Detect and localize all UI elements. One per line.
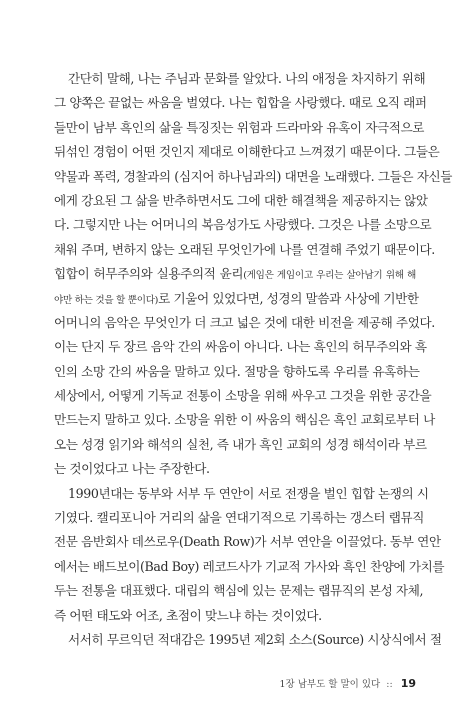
chapter-title: 1장 남부도 할 말이 있다 (279, 679, 381, 690)
text-line: 전문 음반회사 데쓰로우(Death Row)가 서부 연안을 이끌었다. 동부 연안 (54, 534, 441, 550)
text-line: 두는 전통을 대표했다. 대립의 핵심에 있는 문제는 랩뮤직의 본성 자체, (54, 583, 424, 599)
text-line: 에게 강요된 그 삶을 반추하면서도 그에 대한 해결책을 제공하지는 않았 (54, 192, 428, 208)
text-line: 간단히 말해, 나는 주님과 문화를 알았다. 나의 애정을 차지하기 위해 (68, 71, 426, 86)
text-line: 기였다. 캘리포니아 거리의 삶을 연대기적으로 기록하는 갱스터 랩뮤직 (54, 510, 425, 526)
text-line: 힙합이 허무주의와 실용주의적 윤리(게임은 게임이고 우리는 살아남기 위해 해 (54, 266, 417, 282)
footer-separator: :: (386, 679, 393, 690)
text-line: 세상에서, 어떻게 기독교 전통이 소망을 위해 싸우고 그것을 위한 공간을 (54, 388, 432, 404)
text-line: 들만이 남부 흑인의 삶을 특징짓는 위험과 드라마와 유혹이 자극적으로 (54, 119, 425, 135)
text-line: 어머니의 음악은 무엇인가 더 크고 넓은 것에 대한 비전을 제공해 주었다. (54, 314, 435, 330)
text-line: 에서는 배드보이(Bad Boy) 레코드사가 기교적 가사와 흑인 찬양에 가치를 (54, 558, 445, 574)
body-text (54, 67, 453, 652)
text-line: 채워 주며, 변하지 않는 오래된 무엇인가에 나를 연결해 주었기 때문이다. (54, 241, 435, 257)
running-footer (280, 676, 417, 690)
text-line: 뒤섞인 경험이 어떤 것인지 제대로 이해한다고 느껴졌기 때문이다. 그들은 (54, 144, 440, 160)
page-number: 19 (400, 677, 416, 690)
text-line: 서서히 무르익던 적대감은 1995년 제2회 소스(Source) 시상식에서 절 (68, 631, 442, 647)
text-line: 야만 하는 것을 할 뿐이다)로 기울어 있었다면, 성경의 말씀과 사상에 기반한 (54, 290, 419, 306)
text-line: 다. 그렇지만 나는 어머니의 복음성가도 사랑했다. 그것은 나를 소망으로 (54, 217, 432, 233)
text-line: 인의 소망 간의 싸움을 말하고 있다. 절망을 향하도록 우리를 유혹하는 (54, 363, 420, 379)
text-line: 이는 단지 두 장르 음악 간의 싸움이 아니다. 나는 흑인의 허무주의와 흑 (54, 339, 427, 355)
text-line: 는 것이었다고 나는 주장한다. (54, 461, 210, 477)
text-line: 오는 성경 읽기와 해석의 실천, 즉 내가 흑인 교회의 성경 해석이라 부르 (54, 436, 427, 452)
text-line: 만드는지 말하고 있다. 소망을 위한 이 싸움의 핵심은 흑인 교회로부터 나 (54, 412, 435, 428)
text-line: 즉 어떤 태도와 어조, 초점이 맞느냐 하는 것이었다. (54, 607, 322, 623)
text-line: 그 양쪽은 끝없는 싸움을 벌였다. 나는 힙합을 사랑했다. 때로 오직 래퍼 (54, 95, 427, 111)
text-line: 약물과 폭력, 경찰과의 (심지어 하나님과의) 대면을 노래했다. 그들은 자신들 (54, 168, 453, 184)
text-line: 1990년대는 동부와 서부 두 연안이 서로 전쟁을 벌인 힙합 논쟁의 시 (68, 485, 429, 501)
